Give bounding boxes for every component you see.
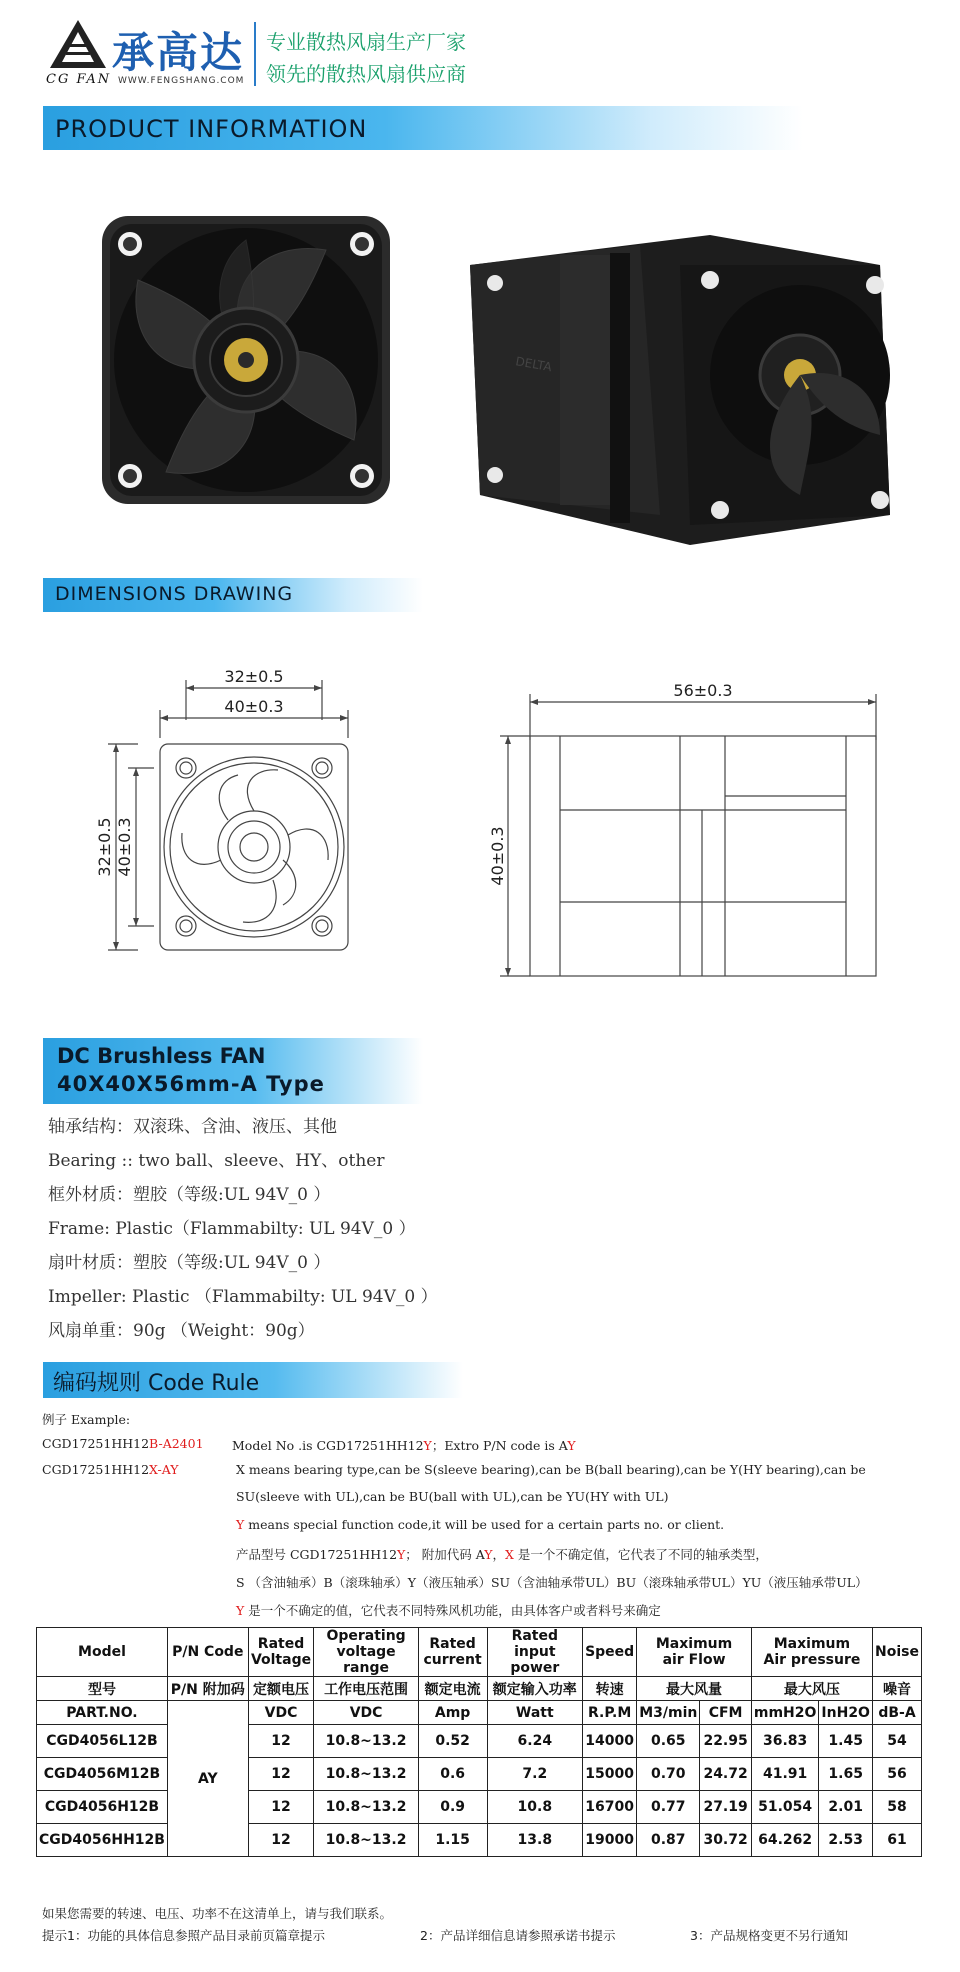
- unit-speed: R.P.M: [583, 1701, 637, 1725]
- header-pn-code: P/N Code: [167, 1628, 248, 1677]
- unit-part-no: PART.NO.: [37, 1701, 168, 1725]
- example-label: 例子 Example:: [42, 1412, 131, 1427]
- unit-flow-cfm: CFM: [700, 1701, 752, 1725]
- table-chinese-header-row: [37, 1677, 922, 1701]
- header-rated-voltage: Rated Voltage: [248, 1628, 314, 1677]
- spec-frame-en: Frame: Plastic（Flammabilty: UL 94V_0 ）: [48, 1219, 416, 1239]
- cell-current: 1.15: [418, 1824, 487, 1857]
- front-view-drawing: [78, 660, 418, 990]
- product-info-banner: [43, 106, 803, 150]
- type-title-line1: DC Brushless FAN: [57, 1044, 266, 1068]
- cell-current: 0.6: [418, 1758, 487, 1791]
- cell-flow-m3: 0.87: [637, 1824, 700, 1857]
- zh-rated-current: 额定电流: [418, 1677, 487, 1701]
- cell-flow-m3: 0.77: [637, 1791, 700, 1824]
- side-view-drawing: [490, 680, 890, 990]
- header-speed: Speed: [583, 1628, 637, 1677]
- cell-flow-m3: 0.65: [637, 1725, 700, 1758]
- fan-side-photo: [460, 225, 900, 555]
- zh-operating-range: 工作电压范围: [314, 1677, 418, 1701]
- header-rated-current: Rated current: [418, 1628, 487, 1677]
- unit-power: Watt: [487, 1701, 583, 1725]
- header-operating-range: Operating voltage range: [314, 1628, 418, 1677]
- type-banner: [43, 1038, 423, 1104]
- cell-pressure-in: 2.01: [819, 1791, 873, 1824]
- cell-model: CGD4056L12B: [37, 1725, 168, 1758]
- dim-side-height: 40±0.3: [488, 826, 507, 886]
- cell-power: 13.8: [487, 1824, 583, 1857]
- logo-english: CG FAN: [46, 72, 112, 87]
- fan-front-photo: [96, 210, 396, 510]
- header-noise: Noise: [872, 1628, 921, 1677]
- cell-pressure-mm: 36.83: [751, 1725, 819, 1758]
- cell-voltage-range: 10.8~13.2: [314, 1791, 418, 1824]
- x-meaning-line2: SU(sleeve with UL),can be BU(ball with UL),can be YU(HY with UL): [236, 1489, 669, 1504]
- cell-noise: 54: [872, 1725, 921, 1758]
- spec-bearing-cn: 轴承结构：双滚珠、含油、液压、其他: [48, 1117, 337, 1137]
- header-rated-power: Rated input power: [487, 1628, 583, 1677]
- svg-text:DELTA: DELTA: [514, 354, 553, 375]
- cell-power: 10.8: [487, 1791, 583, 1824]
- spec-bearing-en: Bearing :: two ball、sleeve、HY、other: [48, 1151, 385, 1171]
- unit-flow-m3: M3/min: [637, 1701, 700, 1725]
- cell-speed: 19000: [583, 1824, 637, 1857]
- zh-rated-power: 额定输入功率: [487, 1677, 583, 1701]
- cell-voltage-range: 10.8~13.2: [314, 1824, 418, 1857]
- cell-flow-cfm: 24.72: [700, 1758, 752, 1791]
- zh-model: 型号: [37, 1677, 168, 1701]
- dimensions-banner: [43, 578, 423, 612]
- header-divider: [254, 22, 256, 86]
- cell-voltage: 12: [248, 1758, 314, 1791]
- dim-front-left-outer: 40±0.3: [115, 817, 134, 877]
- unit-pressure-mm: mmH2O: [751, 1701, 819, 1725]
- spec-impeller-cn: 扇叶材质：塑胶（等级:UL 94V_0 ）: [48, 1253, 331, 1273]
- zh-air-pressure: 最大风压: [751, 1677, 872, 1701]
- footer-note-1: 提示1：功能的具体信息参照产品目录前页篇章提示: [42, 1928, 325, 1943]
- spec-frame-cn: 框外材质：塑胶（等级:UL 94V_0 ）: [48, 1185, 331, 1205]
- logo-url: WWW.FENGSHANG.COM: [118, 76, 245, 86]
- footer-note-2: 2：产品详细信息请参照承诺书提示: [420, 1928, 616, 1943]
- cell-speed: 16700: [583, 1791, 637, 1824]
- cell-noise: 61: [872, 1824, 921, 1857]
- table-header-row: [37, 1628, 922, 1677]
- page-header: [0, 0, 960, 100]
- type-title-line2: 40X40X56mm-A Type: [57, 1072, 325, 1096]
- cell-speed: 15000: [583, 1758, 637, 1791]
- header-air-pressure: Maximum Air pressure: [751, 1628, 872, 1677]
- unit-voltage-range: VDC: [314, 1701, 418, 1725]
- header-air-flow: Maximum air Flow: [637, 1628, 752, 1677]
- cn-explanation-line3: Y 是一个不确定的值，它代表不同特殊风机功能，由具体客户或者料号来确定: [236, 1603, 661, 1618]
- pn-code-cell: AY: [167, 1701, 248, 1857]
- example-1-description: Model No .is CGD17251HH12Y；Extro P/N code is AY: [232, 1438, 576, 1453]
- footer-contact-note: 如果您需要的转速、电压、功率不在这清单上，请与我们联系。: [42, 1906, 393, 1921]
- unit-pressure-in: InH2O: [819, 1701, 873, 1725]
- cell-flow-cfm: 30.72: [700, 1824, 752, 1857]
- zh-rated-voltage: 定额电压: [248, 1677, 314, 1701]
- spec-table: [36, 1627, 922, 1857]
- example-2-part-number: CGD17251HH12X-AY: [42, 1462, 179, 1477]
- unit-voltage: VDC: [248, 1701, 314, 1725]
- cn-explanation-line1: 产品型号 CGD17251HH12Y； 附加代码 AY，X 是一个不确定值，它代表了不同的轴承类型，: [236, 1547, 768, 1562]
- logo-chinese: 承高达: [112, 28, 245, 77]
- dim-front-top-inner: 32±0.5: [224, 667, 284, 686]
- cell-flow-cfm: 27.19: [700, 1791, 752, 1824]
- cell-voltage-range: 10.8~13.2: [314, 1725, 418, 1758]
- cell-pressure-mm: 64.262: [751, 1824, 819, 1857]
- cell-power: 7.2: [487, 1758, 583, 1791]
- unit-noise: dB-A: [872, 1701, 921, 1725]
- example-1-part-number: CGD17251HH12B-A2401: [42, 1436, 204, 1451]
- cell-voltage: 12: [248, 1791, 314, 1824]
- zh-speed: 转速: [583, 1677, 637, 1701]
- zh-air-flow: 最大风量: [637, 1677, 752, 1701]
- code-rule-title: 编码规则 Code Rule: [53, 1371, 260, 1396]
- code-rule-banner: [43, 1362, 463, 1398]
- spec-weight: 风扇单重：90g （Weight：90g）: [48, 1321, 315, 1341]
- cell-noise: 58: [872, 1791, 921, 1824]
- cell-speed: 14000: [583, 1725, 637, 1758]
- unit-current: Amp: [418, 1701, 487, 1725]
- y-meaning-line: Y means special function code,it will be used for a certain parts no. or client.: [236, 1517, 725, 1532]
- spec-impeller-en: Impeller: Plastic （Flammabilty: UL 94V_0 ）: [48, 1287, 438, 1307]
- x-meaning-line1: X means bearing type,can be S(sleeve bearing),can be B(ball bearing),can be Y(HY bearing),can be: [236, 1462, 866, 1477]
- cell-voltage-range: 10.8~13.2: [314, 1758, 418, 1791]
- zh-noise: 噪音: [872, 1677, 921, 1701]
- dim-side-width: 56±0.3: [673, 681, 733, 700]
- cn-explanation-line2: S （含油轴承）B（滚珠轴承）Y（液压轴承）SU（含油轴承带UL）BU（滚珠轴承带UL）YU（液压轴承带UL）: [236, 1575, 868, 1590]
- cell-model: CGD4056H12B: [37, 1791, 168, 1824]
- table-units-row: [37, 1701, 922, 1725]
- slogan-line-1: 专业散热风扇生产厂家: [266, 30, 466, 54]
- cell-current: 0.9: [418, 1791, 487, 1824]
- cell-voltage: 12: [248, 1824, 314, 1857]
- cell-pressure-in: 1.65: [819, 1758, 873, 1791]
- cell-noise: 56: [872, 1758, 921, 1791]
- dim-front-top-outer: 40±0.3: [224, 697, 284, 716]
- cell-flow-cfm: 22.95: [700, 1725, 752, 1758]
- logo-icon: [48, 18, 108, 70]
- header-model: Model: [37, 1628, 168, 1677]
- dim-front-left-inner: 32±0.5: [95, 817, 114, 877]
- cell-pressure-in: 2.53: [819, 1824, 873, 1857]
- zh-pn-code: P/N 附加码: [167, 1677, 248, 1701]
- dimensions-title: DIMENSIONS DRAWING: [55, 583, 294, 605]
- footer-note-3: 3：产品规格变更不另行通知: [690, 1928, 848, 1943]
- cell-model: CGD4056M12B: [37, 1758, 168, 1791]
- cell-pressure-mm: 51.054: [751, 1791, 819, 1824]
- cell-current: 0.52: [418, 1725, 487, 1758]
- product-info-title: PRODUCT INFORMATION: [55, 115, 368, 143]
- cell-pressure-mm: 41.91: [751, 1758, 819, 1791]
- cell-flow-m3: 0.70: [637, 1758, 700, 1791]
- cell-voltage: 12: [248, 1725, 314, 1758]
- cell-model: CGD4056HH12B: [37, 1824, 168, 1857]
- slogan-line-2: 领先的散热风扇供应商: [266, 62, 466, 86]
- cell-power: 6.24: [487, 1725, 583, 1758]
- cell-pressure-in: 1.45: [819, 1725, 873, 1758]
